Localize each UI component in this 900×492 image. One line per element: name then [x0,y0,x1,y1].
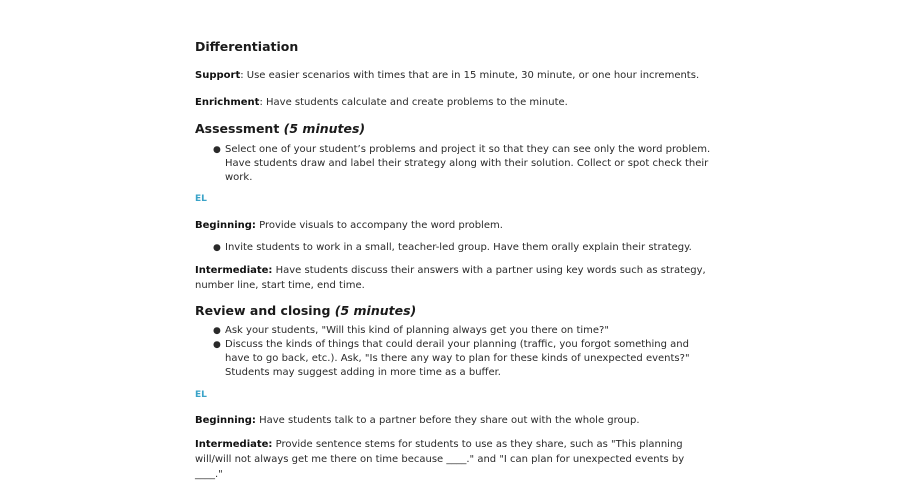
intermediate-label: Intermediate: [195,265,273,276]
enrichment-paragraph [195,95,715,110]
list-item-text: Ask your students, "Will this kind of planning always get you there on time?" [225,325,609,336]
assessment-heading-time: (5 minutes) [283,121,366,136]
support-paragraph [195,68,715,83]
list-item [213,241,715,255]
intermediate-text: Provide sentence stems for students to use as they share, such as "This planning will/will not always get me there on time because ____." and "I can plan for unexpected events by ____." [195,439,685,480]
list-item [213,338,715,380]
list-item [213,324,715,338]
list-item-text: Discuss the kinds of things that could derail your planning (traffic, you forgot something and have to go back, etc.). Ask, "Is there any way to plan for these kinds of unexpected events?" Students may suggest adding in more time as a buffer. [225,339,690,378]
list-item-text: Invite students to work in a small, teacher-led group. Have them orally explain their strategy. [225,242,692,253]
el-tag: EL [195,390,207,400]
differentiation-heading: Differentiation [195,39,299,54]
review-list [195,324,715,380]
bullet-icon: ● [213,145,221,155]
list-item [213,143,715,185]
beginning-label: Beginning: [195,220,256,231]
lesson-content [195,38,715,482]
intermediate-label: Intermediate: [195,439,273,450]
beginning-text: Provide visuals to accompany the word problem. [255,220,503,231]
support-text: : Use easier scenarios with times that are in 15 minute, 30 minute, or one hour increments. [240,70,700,81]
bullet-icon: ● [213,326,221,336]
assessment-intermediate-paragraph [195,263,715,293]
bullet-icon: ● [213,340,221,350]
beginning-text: Have students talk to a partner before they share out with the whole group. [255,415,640,426]
beginning-label: Beginning: [195,415,256,426]
list-item-text: Select one of your student’s problems and project it so that they can see only the word problem. Have students draw and label their strategy along with their solution. Collect or spot check their work. [225,144,711,183]
assessment-heading-title: Assessment [195,121,280,136]
el-tag: EL [195,194,207,204]
enrichment-text: : Have students calculate and create problems to the minute. [259,97,568,108]
review-heading-title: Review and closing [195,303,331,318]
intermediate-text: Have students discuss their answers with a partner using key words such as strategy, number line, start time, end time. [195,265,706,291]
enrichment-label: Enrichment [195,97,260,108]
review-intermediate-paragraph [195,437,715,482]
bullet-icon: ● [213,243,221,253]
support-label: Support [195,70,241,81]
assessment-heading [195,120,715,137]
assessment-beginning-paragraph [195,218,715,233]
review-heading [195,302,715,319]
review-beginning-paragraph [195,413,715,428]
assessment-list [195,143,715,185]
review-heading-time: (5 minutes) [334,303,417,318]
assessment-beginning-list [195,241,715,255]
